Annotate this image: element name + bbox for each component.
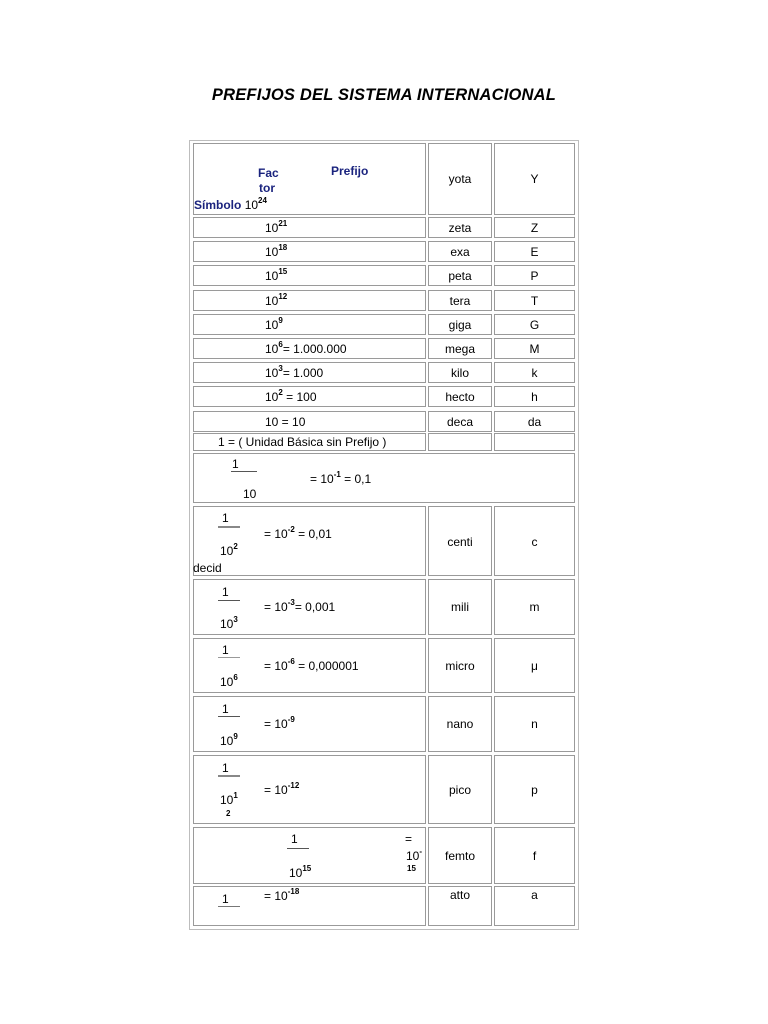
factor-text xyxy=(265,342,347,356)
den-base: 10 xyxy=(220,793,234,807)
den-exp: 6 xyxy=(233,673,238,682)
fraction-numerator: 1 xyxy=(232,457,239,471)
factor-text xyxy=(265,318,283,332)
factor-base: 10 xyxy=(265,342,279,356)
factor-base: 10 xyxy=(265,245,279,259)
fraction-numerator: 1 xyxy=(222,585,229,599)
prefix-text: exa xyxy=(450,245,470,259)
equation xyxy=(264,783,299,797)
symbol-text: h xyxy=(531,390,538,404)
factor-exp: 3 xyxy=(278,364,283,373)
prefix-text: yota xyxy=(448,172,472,186)
symbol-text: E xyxy=(530,245,539,259)
fraction-bar xyxy=(218,906,240,907)
prefix-text: pico xyxy=(448,783,471,797)
symbol-text: T xyxy=(530,294,539,308)
factor-tail: = 1.000 xyxy=(282,366,324,380)
header-simbolo: Símbolo xyxy=(194,198,242,212)
factor-text xyxy=(265,390,317,404)
den-base: 10 xyxy=(220,544,234,558)
equation-bottom: 15 xyxy=(407,864,416,873)
prefix-text: kilo xyxy=(450,366,469,380)
prefix-text: mega xyxy=(444,342,476,356)
den-base: 10 xyxy=(220,675,234,689)
equation xyxy=(264,889,299,903)
factor-base: 10 xyxy=(265,294,279,308)
symbol-text: c xyxy=(531,535,538,549)
factor-tail: = 100 xyxy=(282,390,317,404)
page-title: PREFIJOS DEL SISTEMA INTERNACIONAL xyxy=(211,86,557,104)
prefix-text: zeta xyxy=(448,221,472,235)
fraction-numerator: 1 xyxy=(222,761,229,775)
factor-cell xyxy=(193,241,426,262)
equation-left: = 10 xyxy=(264,783,288,797)
equation-mid-exp: - xyxy=(419,847,423,856)
factor-base: 10 xyxy=(244,198,259,212)
prefix-text: femto xyxy=(444,849,475,863)
symbol-text: f xyxy=(532,849,537,863)
equation xyxy=(264,600,335,614)
fraction-numerator: 1 xyxy=(222,892,229,906)
prefix-text: deca xyxy=(446,415,474,429)
fraction-bar xyxy=(287,848,309,849)
den-exp-a: 1 xyxy=(233,791,238,800)
equation-exp: -9 xyxy=(287,715,295,724)
factor-cell xyxy=(193,290,426,311)
fraction-bar xyxy=(218,657,240,658)
equation-mid xyxy=(406,849,422,863)
factor-exp: 6 xyxy=(278,340,283,349)
equation-mid-base: 10 xyxy=(406,849,420,863)
equation-exp: -6 xyxy=(287,657,295,666)
prefix-text: atto xyxy=(449,888,470,902)
equation-left: = 10 xyxy=(310,472,334,486)
symbol-text: a xyxy=(531,888,538,902)
fraction-bar xyxy=(218,716,240,717)
fraction-bar xyxy=(218,775,240,777)
fraction-bar xyxy=(218,526,240,528)
factor-exp: 9 xyxy=(278,316,283,325)
fraction-denominator xyxy=(289,866,311,880)
unit-symbol-cell xyxy=(494,433,575,451)
fraction-bar xyxy=(231,471,257,472)
equation xyxy=(264,659,359,673)
equation-exp: -1 xyxy=(333,470,341,479)
equation-left: = 10 xyxy=(264,527,288,541)
equation-exp: -3 xyxy=(287,598,295,607)
equation-exp: -2 xyxy=(287,525,295,534)
prefix-text: hecto xyxy=(445,390,475,404)
symbol-text: μ xyxy=(531,659,538,673)
prefix-text: centi xyxy=(447,535,473,549)
equation-left: = 10 xyxy=(264,889,288,903)
equation xyxy=(264,717,295,731)
equation-right: = 0,1 xyxy=(340,472,372,486)
prefix-text: nano xyxy=(446,717,474,731)
symbol-text: Y xyxy=(530,172,539,186)
factor-exp: 15 xyxy=(278,267,288,276)
equation-exp: -12 xyxy=(287,781,300,790)
equation-left: = 10 xyxy=(264,659,288,673)
factor-exp: 24 xyxy=(258,196,267,205)
unit-prefix-cell xyxy=(428,433,492,451)
factor-exp: 12 xyxy=(278,292,288,301)
fraction-denominator xyxy=(220,793,238,807)
fraction-denominator xyxy=(220,675,238,689)
equation-left: = 10 xyxy=(264,600,288,614)
factor-exp: 21 xyxy=(278,219,288,228)
den-base: 10 xyxy=(289,866,303,880)
equation-left: = 10 xyxy=(264,717,288,731)
factor-cell xyxy=(193,217,426,238)
factor-base: 10 xyxy=(265,318,279,332)
fraction-bar xyxy=(218,600,240,601)
symbol-text: n xyxy=(531,717,538,731)
factor-cell xyxy=(193,411,426,432)
prefix-text: giga xyxy=(448,318,472,332)
equation-right: = 0,000001 xyxy=(294,659,359,673)
factor-cell xyxy=(193,265,426,286)
equation-right: = 0,01 xyxy=(294,527,332,541)
symbol-text: k xyxy=(531,366,538,380)
fraction-denominator xyxy=(220,734,238,748)
extra-label: decid xyxy=(193,561,222,575)
factor-cell xyxy=(193,314,426,335)
symbol-text: M xyxy=(529,342,540,356)
den-exp: 15 xyxy=(302,864,312,873)
den-exp: 3 xyxy=(233,615,238,624)
symbol-text: p xyxy=(531,783,538,797)
fraction-numerator: 1 xyxy=(222,511,229,525)
fraction-numerator: 1 xyxy=(222,643,229,657)
den-exp: 2 xyxy=(233,542,238,551)
prefix-text: mili xyxy=(451,600,469,614)
factor-base: 10 = 10 xyxy=(265,415,306,429)
den-exp-b: 2 xyxy=(226,809,231,818)
equation-exp: -18 xyxy=(287,887,300,896)
factor-text xyxy=(265,221,287,235)
factor-text xyxy=(265,294,287,308)
factor-text xyxy=(265,415,305,429)
equation xyxy=(310,472,371,486)
prefix-text: tera xyxy=(449,294,471,308)
factor-base: 10 xyxy=(265,366,279,380)
symbol-text: P xyxy=(530,269,539,283)
prefix-text: micro xyxy=(445,659,475,673)
den-base: 10 xyxy=(220,617,234,631)
factor-exp: 18 xyxy=(278,243,288,252)
factor-text xyxy=(265,245,287,259)
fraction-denominator xyxy=(220,544,238,558)
header-simbolo-row xyxy=(194,198,267,212)
fraction-numerator: 1 xyxy=(291,832,298,846)
factor-base: 10 xyxy=(265,221,279,235)
unit-text: 1 = ( Unidad Básica sin Prefijo ) xyxy=(218,435,387,449)
factor-text xyxy=(265,366,323,380)
equation-top: = xyxy=(405,832,413,846)
equation-right: = 0,001 xyxy=(294,600,336,614)
prefix-text: peta xyxy=(448,269,472,283)
den-base: 10 xyxy=(220,734,234,748)
factor-exp: 2 xyxy=(278,388,283,397)
symbol-text: G xyxy=(529,318,540,332)
factor-base: 10 xyxy=(265,390,279,404)
symbol-text: Z xyxy=(530,221,539,235)
symbol-text: da xyxy=(527,415,542,429)
fraction-numerator: 1 xyxy=(222,702,229,716)
factor-text xyxy=(265,269,287,283)
header-factor-line1: Fac xyxy=(258,166,279,180)
header-factor-line2: tor xyxy=(259,181,275,195)
den-exp: 9 xyxy=(233,732,238,741)
symbol-text: m xyxy=(529,600,540,614)
factor-tail: = 1.000.000 xyxy=(282,342,347,356)
factor-base: 10 xyxy=(265,269,279,283)
header-prefijo: Prefijo xyxy=(331,164,369,178)
fraction-denominator xyxy=(220,617,238,631)
equation xyxy=(264,527,332,541)
fraction-denominator: 10 xyxy=(243,487,257,501)
